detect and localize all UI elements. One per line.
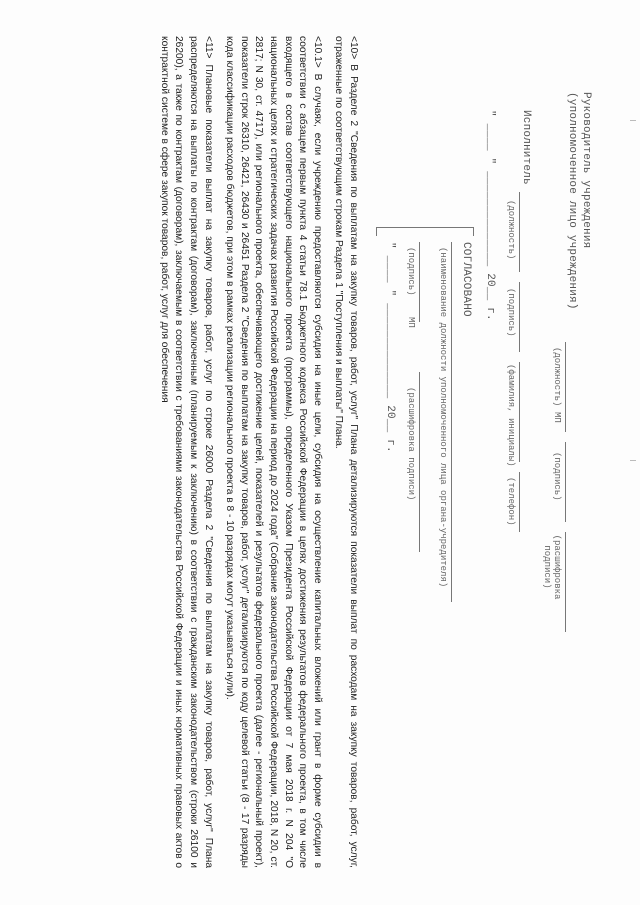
agreed-date: " ____ " ______________ 20__ г. [384,242,396,453]
agreed-position-caption: (наименование должности уполномоченного лица органа-учредителя) [438,247,448,588]
footnote-10-1: <10.1> В случаях, если учреждению предоставляются субсидия на иные цели, субсидия на осуществление капитальных вложений или грант в форме субсидии в соответствии с абзацем первым пункта 4 статьи 78.1 Бюджетного кодекса Российской Федерации в целях достижения результатов федерального проекта, в том числе входящего в состав соответствующего национального проекта (программы), определенного Указом Президента Российской Федерации от 7 мая 2018 г. N 204 "О национальных целях и стратегических задачах развития Российской Федерации на период до 2024 года" (Собрание законодательства Российской Федерации, 2018, N 20, ст. 2817; N 30, ст. 4717), или регионального проекта, обеспечивающего достижение целей, показателей и результатов федерального проекта (далее - региональный проект), показатели строк 26310, 26421, 26430 и 26451 Раздела 2 "Сведения по выплатам на закупку товаров, работ, услуг" детализируются по коду целевой статьи (8 - 17 разряды кода классификации расходов бюджетов, при этом в рамках реализации регионального проекта в 8 - 10 разрядах могут указываться нули). [224,36,323,868]
footnote-10: <10> В Разделе 2 "Сведения по выплатам на закупку товаров, работ, услуг" Плана детализируются показатели выплат по расходам на закупку товаров, работ, услуг, отраженные по соответствующим строкам Раздела 1 "Поступления и выплаты" Плана. [333,36,359,868]
head-signature-line [565,442,566,522]
footnotes [149,36,360,868]
agreed-label: СОГЛАСОВАНО [460,242,472,317]
agreed-position-line [451,242,452,602]
executor-date: " ____ " ______________ 20__ г. [484,110,496,321]
agreed-signature-caption: (подпись) [406,247,416,296]
executor-signature-line [519,282,520,352]
executor-position-caption: (должность) [506,200,516,260]
agreed-signature-line [419,242,420,322]
head-title: Руководитель учреждения [580,92,592,249]
head-name-line [565,532,566,632]
head-position-caption: (должность) [552,347,562,407]
executor-position-line [519,192,520,272]
executor-name-caption: (фамилия, инициалы) [506,364,516,467]
margin-mark [630,120,636,121]
head-position-line [565,342,566,432]
footnote-11: <11> Плановые показатели выплат на закупку товаров, работ, услуг по строке 26000 Раздела 2 "Сведения по выплатам на закупку товаров, работ, услуг" Плана распределяются на выплаты по контрактам (договорам), заключенным (планируемым к заключению) в соответствии с гражданским законодательством (строки 26100 и 26200), а также по контрактам (договорам), заключаемым в соответствии с требованиями законодательства Российской Федерации и иных нормативных правовых актов о контрактной системе в сфере закупок товаров, работ, услуг для обеспечения [158,36,214,868]
agreed-bracket-left [376,227,474,236]
head-mp-caption: МП [552,412,562,423]
agreed-name-line [419,372,420,552]
agreed-mp-caption: МП [406,317,416,328]
head-signature-caption: (подпись) [552,452,562,501]
executor-label: Исполнитель [520,110,532,185]
head-name-caption: (расшифровка подписи) [542,534,562,600]
head-subtitle: (уполномоченное лицо учреждения) [566,92,578,310]
margin-mark [630,460,636,461]
executor-phone-caption: (телефон) [506,477,516,526]
signature-block [370,92,600,852]
executor-signature-caption: (подпись) [506,288,516,337]
agreed-name-caption: (расшифровка подписи) [406,387,416,501]
executor-phone-line [519,472,520,532]
executor-name-line [519,362,520,462]
